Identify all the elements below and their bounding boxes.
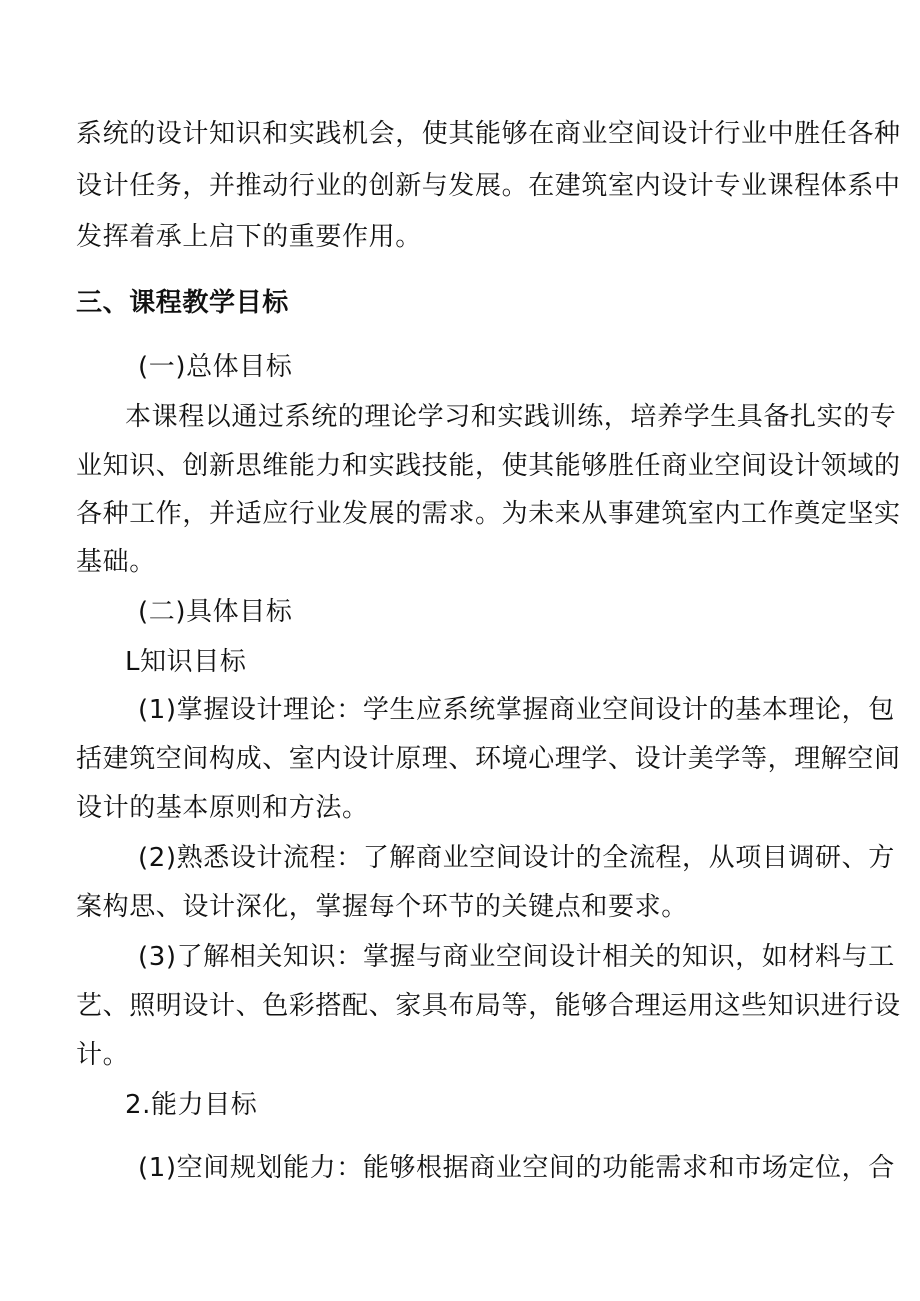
knowledge-item-line: 括建筑空间构成、室内设计原理、环境心理学、设计美学等，理解空间 <box>76 744 901 774</box>
knowledge-item-line: 设计的基本原则和方法。 <box>76 793 369 823</box>
paragraph-line: 设计任务，并推动行业的创新与发展。在建筑室内设计专业课程体系中 <box>76 171 901 201</box>
specific-goal-heading: (二)具体目标 <box>138 597 293 627</box>
knowledge-item-line: 案构思、设计深化，掌握每个环节的关键点和要求。 <box>76 892 688 922</box>
section-heading: 三、课程教学目标 <box>76 288 289 318</box>
knowledge-item-line: 计。 <box>76 1040 130 1070</box>
paragraph-line: 发挥着承上启下的重要作用。 <box>76 222 422 252</box>
knowledge-item-line: 艺、照明设计、色彩搭配、家具布局等，能够合理运用这些知识进行设 <box>76 991 901 1021</box>
paragraph-line: 基础。 <box>76 547 156 577</box>
overall-goal-heading: (一)总体目标 <box>138 352 293 382</box>
paragraph-line: 系统的设计知识和实践机会，使其能够在商业空间设计行业中胜任各种 <box>76 119 901 149</box>
knowledge-goal-heading: L知识目标 <box>125 647 247 677</box>
knowledge-item-line: (2)熟悉设计流程：了解商业空间设计的全流程，从项目调研、方 <box>138 843 895 873</box>
ability-goal-heading: 2.能力目标 <box>125 1090 258 1120</box>
paragraph-line: 本课程以通过系统的理论学习和实践训练，培养学生具备扎实的专 <box>125 402 897 432</box>
knowledge-item-line: (1)掌握设计理论：学生应系统掌握商业空间设计的基本理论，包 <box>138 695 895 725</box>
knowledge-item-line: (3)了解相关知识：掌握与商业空间设计相关的知识，如材料与工 <box>138 942 895 972</box>
paragraph-line: 业知识、创新思维能力和实践技能，使其能够胜任商业空间设计领域的 <box>76 451 901 481</box>
paragraph-line: 各种工作，并适应行业发展的需求。为未来从事建筑室内工作奠定坚实 <box>76 499 901 529</box>
ability-item-line: (1)空间规划能力：能够根据商业空间的功能需求和市场定位，合 <box>138 1153 895 1183</box>
